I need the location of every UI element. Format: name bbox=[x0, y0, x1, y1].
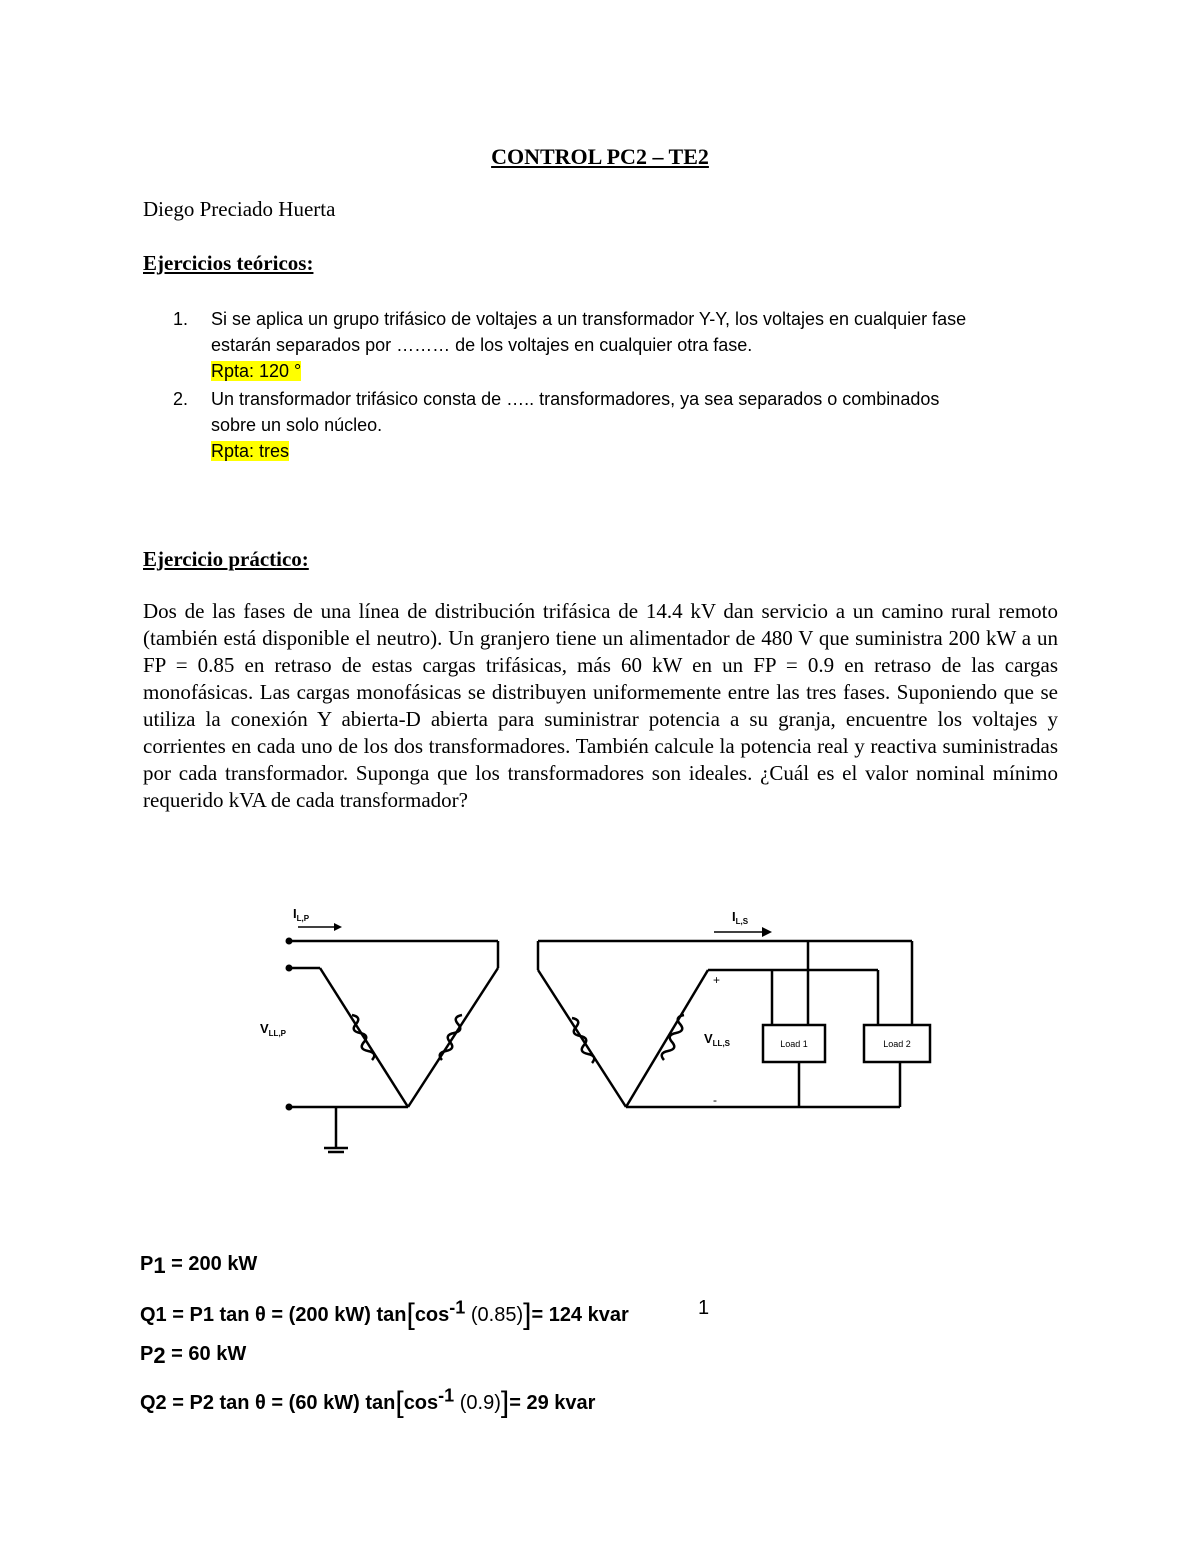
secondary-current-label: $I_{L,S}$ bbox=[732, 909, 749, 926]
author-name: Diego Preciado Huerta bbox=[143, 197, 336, 221]
load-2-label: Load 2 bbox=[883, 1039, 911, 1049]
secondary-voltage-label: $V_{LL,S}$ bbox=[704, 1031, 731, 1048]
question-2-answer: Rpta: tres bbox=[211, 441, 290, 461]
question-1-number: 1. bbox=[173, 309, 189, 329]
open-wye-open-delta-diagram bbox=[0, 880, 1200, 1180]
primary-voltage-label: $V_{LL,P}$ bbox=[260, 1021, 287, 1038]
practice-heading: Ejercicio práctico: bbox=[143, 547, 309, 571]
problem-statement: Dos de las fases de una línea de distribución trifásica de 14.4 kV dan servicio a un camino rural remoto (también está disponible el neutro). Un granjero tiene un alimentador de 480 V que suministra 200 kW a un FP = 0.85 en retraso de estas cargas trifásicas, más 60 kW en un FP = 0.9 en retraso de las cargas monofásicas. Las cargas monofásicas se distribuyen uniformemente entre las tres fases. Suponiendo que se utiliza la conexión Y abierta-D abierta para suministrar potencia a su granja, encuentre los voltajes y corrientes en cada uno de los dos transformadores. También calcule la potencia real y reactiva suministradas por cada transformador. Suponga que los transformadores son ideales. ¿Cuál es el valor nominal mínimo requerido kVA de cada transformador? bbox=[143, 599, 1058, 812]
equation-p2: P2 = 60 kW bbox=[140, 1343, 247, 1368]
load-1-label: Load 1 bbox=[780, 1039, 808, 1049]
theory-heading: Ejercicios teóricos: bbox=[143, 251, 314, 275]
minus-sign: - bbox=[713, 1093, 717, 1107]
equation-p1: P1 = 200 kW bbox=[140, 1253, 258, 1278]
primary-current-label: $I_{L,P}$ bbox=[293, 906, 310, 923]
plus-sign: + bbox=[713, 973, 721, 987]
footnote-number: 1 bbox=[698, 1297, 710, 1319]
page-title: CONTROL PC2 – TE2 bbox=[491, 144, 709, 169]
question-1-line-2: estarán separados por ……… de los voltajes en cualquier otra fase. bbox=[211, 335, 753, 355]
equation-q1: Q1 = P1 tan θ = (200 kW) $\tan[\cos^{-1}$ (0.85)]= 124 kvar bbox=[140, 1297, 629, 1331]
equation-q2: Q2 = P2 tan θ = (60 kW) $\tan[\cos^{-1}$ (0.9)]= 29 kvar bbox=[140, 1385, 596, 1419]
question-2-line-1: Un transformador trifásico consta de ….. transformadores, ya sea separados o combinados bbox=[211, 389, 940, 409]
question-1-answer: Rpta: 120 ° bbox=[211, 361, 302, 381]
question-1-line-1: Si se aplica un grupo trifásico de voltajes a un transformador Y-Y, los voltajes en cualquier fase bbox=[211, 309, 967, 329]
question-2-line-2: sobre un solo núcleo. bbox=[211, 415, 383, 435]
question-2-number: 2. bbox=[173, 389, 189, 409]
